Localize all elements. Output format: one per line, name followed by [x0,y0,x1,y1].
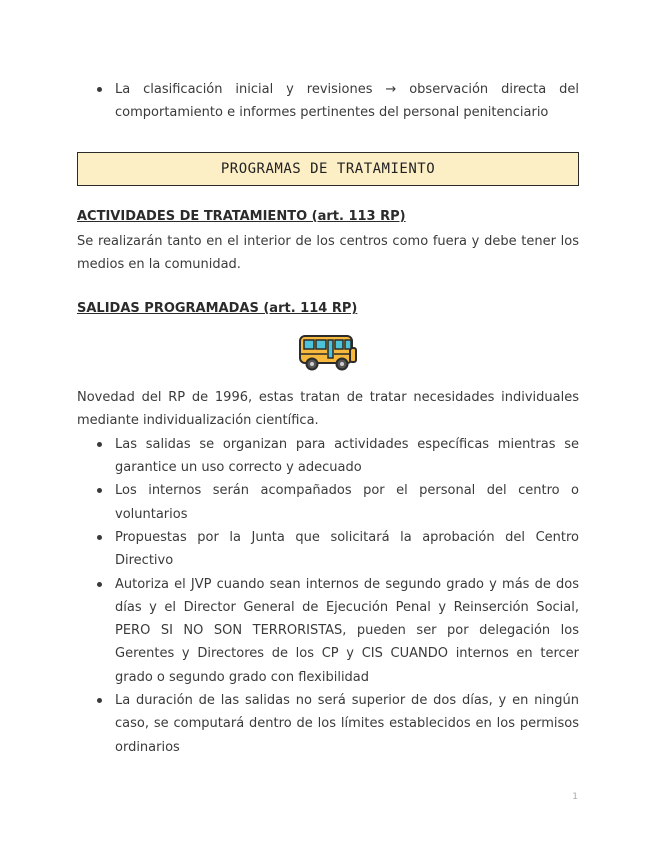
school-bus-icon [298,334,358,372]
bullet-dot [97,698,102,703]
list-item [77,479,579,526]
list-item [77,573,579,689]
bullet-dot [97,535,102,540]
list-item [77,526,579,573]
bullet-dot [97,87,102,92]
list-item [77,433,579,480]
bullet-dot [97,582,102,587]
list-item-text: Las salidas se organizan para actividades específicas mientras se garantice un uso correcto y adecuado [115,436,579,476]
page-content [77,78,579,759]
section-paragraph-salidas: Novedad del RP de 1996, estas tratan de tratar necesidades individuales mediante individualización científica. [77,390,579,429]
intro-bullet-text: La clasificación inicial y revisiones → observación directa del comportamiento e informes pertinentes del personal penitenciario [115,82,579,121]
banner-title: PROGRAMAS DE TRATAMIENTO [220,160,436,177]
section-banner [77,152,579,186]
list-item [77,78,579,125]
bullet-dot [97,488,102,493]
section-paragraph-actividades: Se realizarán tanto en el interior de los centros como fuera y debe tener los medios en la comunidad. [77,233,579,272]
list-item-text: Propuestas por la Junta que solicitará la aprobación del Centro Directivo [115,529,579,569]
bullet-dot [97,442,102,447]
list-item [77,689,579,759]
list-item-text: Los internos serán acompañados por el personal del centro o voluntarios [115,483,579,522]
list-item-text: La duración de las salidas no será superior de dos días, y en ningún caso, se computará dentro de los límites establecidos en los permisos ordinarios [115,693,579,755]
section-heading-actividades: ACTIVIDADES DE TRATAMIENTO (art. 113 RP) [77,208,406,224]
page-number: 1 [572,792,578,802]
list-item-text: Autoriza el JVP cuando sean internos de segundo grado y más de dos días y el Director General de Ejecución Penal y Reinserción Social, PERO SI NO SON TERRORISTAS, pueden ser por delegación los Gerentes y Directores de los CP y CIS CUANDO internos en tercer grado o segundo grado con flexibilidad [115,576,579,685]
section-heading-salidas: SALIDAS PROGRAMADAS (art. 114 RP) [77,301,358,317]
intro-list [77,78,579,125]
bus-illustration [77,334,579,372]
salidas-list [77,433,579,759]
